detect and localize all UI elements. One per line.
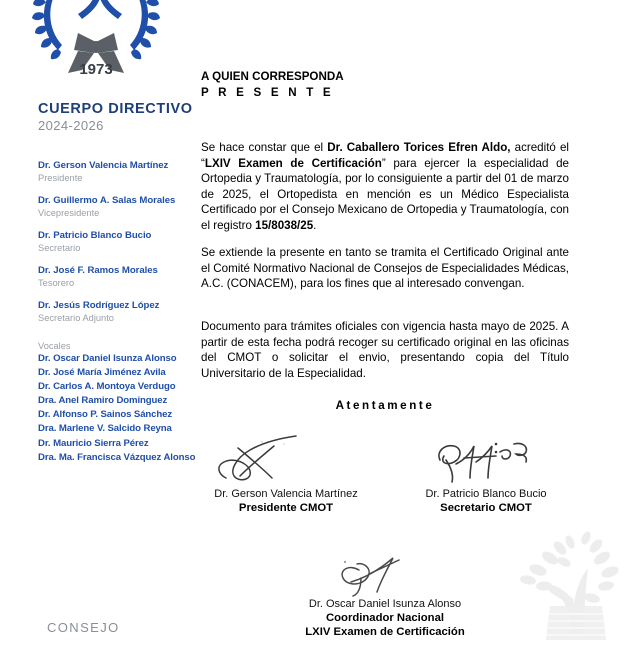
p1-part1: Se hace constar que el [201,141,328,154]
officer-role: Vicepresidente [38,208,100,218]
p1-part3: ” para ejercer la especialidad de Ortopedia y Traumatología, por lo consiguiente a partir del 01 de marzo de 2025, el Ortopedista en mención es un Médico Especialista Certificado por el Consejo Mexicano de Ortopedia y Traumatología, con el registro [201,156,569,232]
officer-entry [38,195,198,219]
addressee-line-2: P R E S E N T E [201,85,334,99]
signature-role-line-2: LXIV Examen de Certificación [305,626,465,638]
signature-block-coordinator [201,548,569,639]
vocal-name: Dra. Anel Ramiro Dominguez [38,395,168,407]
vocal-name: Dra. Ma. Francisca Vázquez Alonso [38,451,196,463]
signature-name: Dr. Gerson Valencia Martínez [214,488,358,500]
paragraph-conacem: Se extiende la presente en tanto se tramita el Certificado Original ante el Comité Normativo Nacional de Consejos de Especialidades Médicas, A.C. (CONACEM), para los fines que al interesado convengan. [201,246,569,291]
paragraph-validity: Documento para trámites oficiales con vigencia hasta mayo de 2025. A partir de esta fecha podrá recoger su certificado original en las oficinas del CMOT o solicitar el envio, presentando copia del Título Universitario de la Especialidad. [201,320,569,380]
officer-entry [38,160,198,184]
vocal-name: Dr. Mauricio Sierra Pérez [38,437,149,449]
p1-doctor-name: Dr. Caballero Torices Efren Aldo, [327,141,511,154]
vocal-name: Dr. Alfonso P. Sainos Sánchez [38,409,173,421]
signature-role: Secretario CMOT [440,502,532,514]
cmot-tree-laurel-emblem-icon [28,0,164,88]
vocales-label: Vocales [38,341,71,351]
officer-entry [38,230,198,254]
officer-role: Presidente [38,173,83,183]
handwritten-signature-icon [201,548,569,598]
board-period: 2024-2026 [38,118,104,133]
p1-exam-name: LXIV Examen de Certificación [204,156,382,170]
signature-role: Presidente CMOT [238,502,334,514]
sidebar [0,0,196,640]
officer-name: Dr. Guillermo A. Salas Morales [38,195,176,206]
signature-name: Dr. Oscar Daniel Isunza Alonso [308,598,462,610]
signature-role: Coordinador Nacional [326,612,444,624]
handwritten-signature-icon [196,430,376,488]
officer-name: Dr. Gerson Valencia Martínez [38,160,169,171]
officer-role: Tesorero [38,278,75,288]
officer-name: Dr. José F. Ramos Morales [38,265,158,276]
letter-body [201,0,577,640]
vocal-name: Dr. José María Jiménez Avila [38,367,166,379]
officer-name: Dr. Jesús Rodríguez López [38,300,160,311]
signature-name: Dr. Patricio Blanco Bucio [425,488,547,500]
vocales-list [38,352,203,465]
handwritten-signature-icon [396,430,576,488]
sidebar-footer-text: CONSEJO [47,620,120,635]
vocal-name: Dra. Marlene V. Salcido Reyna [38,423,172,435]
emblem-year: 1973 [79,61,113,78]
officer-entry [38,265,198,289]
p1-part2: acreditó el “ [201,141,569,170]
addressee-block [201,69,344,100]
officer-role: Secretario Adjunto [38,313,114,323]
officer-name: Dr. Patricio Blanco Bucio [38,230,152,241]
p1-registry-number: 15/8038/25 [255,218,314,232]
signature-block-secretary [396,430,576,515]
officer-entry [38,300,198,324]
closing-salutation: Atentamente [335,399,435,412]
vocal-name: Dr. Carlos A. Montoya Verdugo [38,381,176,393]
signature-row [196,430,576,515]
p1-part4: . [313,218,317,232]
paragraph-certification [201,140,569,234]
addressee-line-1: A QUIEN CORRESPONDA [201,70,344,83]
officers-list [38,160,198,335]
board-title: CUERPO DIRECTIVO [38,101,193,117]
officer-role: Secretario [38,243,81,253]
signature-block-president [196,430,376,515]
vocal-name: Dr. Oscar Daniel Isunza Alonso [38,353,177,364]
